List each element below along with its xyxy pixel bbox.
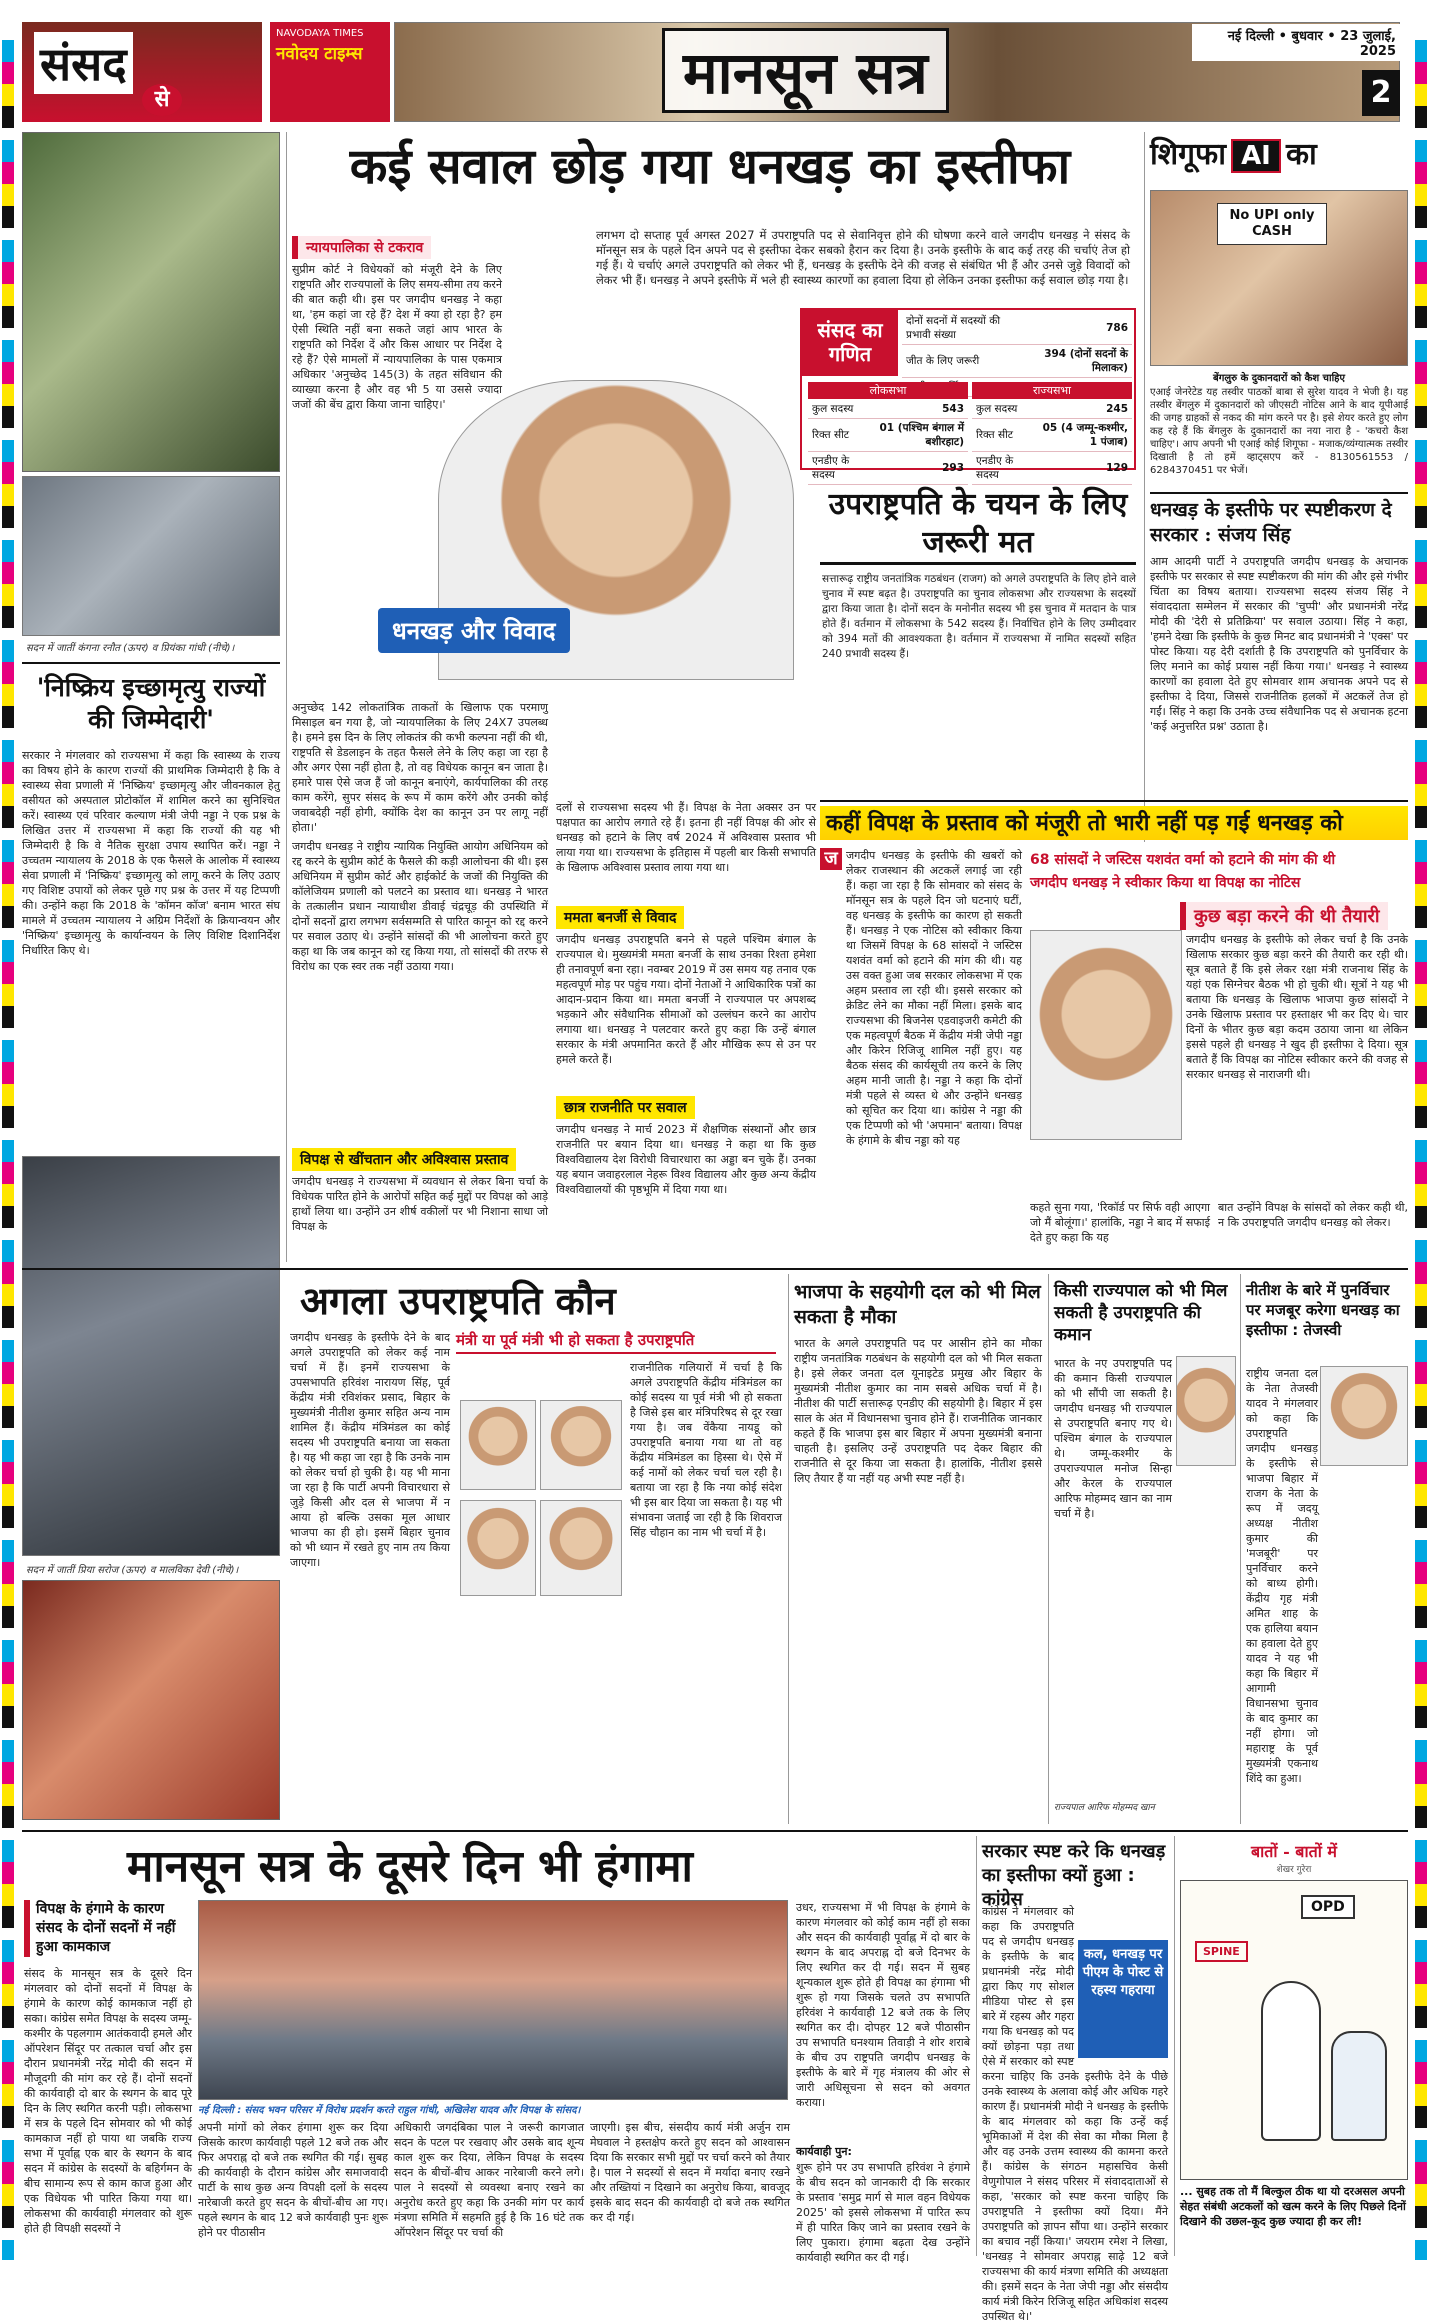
rs-value: 245 bbox=[1030, 400, 1132, 419]
weekday: बुधवार bbox=[1291, 29, 1323, 44]
city: नई दिल्ली bbox=[1227, 29, 1275, 44]
photo-shivraj bbox=[540, 1400, 622, 1490]
congress-quote: कल, धनखड़ पर पीएम के पोस्ट से रहस्य गहराया bbox=[1078, 1940, 1168, 2058]
nitish-headline: नीतीश के बारे में पुनर्विचार पर मजबूर करेगा धनखड़ का इस्तीफा : तेजस्वी bbox=[1246, 1281, 1400, 1339]
stats-value: 786 bbox=[1025, 312, 1132, 345]
ai-badge: AI bbox=[1231, 139, 1281, 173]
left-photo2-caption: सदन में जातीं प्रिया सरोज (ऊपर) व मालविका देवी (नीचे)। bbox=[26, 1565, 239, 1576]
mamata-body: जगदीप धनखड़ उपराष्ट्रपति बनने से पहले पश्चिम बंगाल के राज्यपाल थे। मुख्यमंत्री ममता बनर्जी के साथ उनका रिश्ता हमेशा ही तनावपूर्ण बना रहा। नवम्बर 2019 में उस समय यह तनाव एक महत्वपूर्ण मोड़ पर पहुंच गया। दोनों नेताओं ने आधिकारिक पत्रों का आदान-प्रदान किया था। ममता बनर्जी ने राज्यपाल पर अपशब्द भड़काने और संवैधानिक सीमाओं को उल्लंघन करने का आरोप लगाया था। धनखड़ ने पलटवार करते हुए कहा कि उन्हें बंगाल सरकार के मंत्री अपमानित करते हैं और मौखिक रूप से उन पर हमले करते हैं। bbox=[556, 933, 816, 1066]
rs-value: 05 (4 जम्मू-कश्मीर, 1 पंजाब) bbox=[1030, 419, 1132, 452]
opposition-body: जगदीप धनखड़ ने राज्यसभा में व्यवधान से लेकर बिना चर्चा के विधेयक पारित होने के आरोपों सहित कई मुद्दों पर विपक्ष को आड़े हाथों लिया था। उन्होंने उन शीर्ष वकीलों पर भी निशाना साधा जो विपक्ष के bbox=[292, 1175, 548, 1233]
banner-title: मानसून सत्र bbox=[662, 28, 949, 113]
rs-title: राज्यसभा bbox=[972, 382, 1132, 399]
cartoon-header bbox=[1180, 1840, 1408, 1875]
protest-caption: नई दिल्ली : संसद भवन परिसर में विरोध प्रदर्शन करते राहुल गांधी, अखिलेश यादव और विपक्ष के सांसद। bbox=[198, 2105, 581, 2116]
stats-box bbox=[800, 308, 1136, 481]
monsoon-body5: उधर, राज्यसभा में भी विपक्ष के हंगामे के कारण मंगलवार को कोई काम नहीं हो सका और सदन की कार्यवाही पूर्वाह्न में दो बार के स्थगन के बाद अपराह्न दो बजे दिनभर के लिए स्थगित कर दी गई। सदन में सुबह शून्यकाल शुरू होते ही विपक्ष का हंगामा भी शुरू हो गया जिसके चलते उप सभापति हरिवंश ने कार्यवाही 12 बजे तक के लिए स्थगित कर दी। दोपहर 12 बजे पीठासीन उप सभापति घनश्याम तिवाड़ी ने शोर शराबे के बीच उप राष्ट्रपति जगदीप धनखड़ के इस्तीफे के बारे में गृह मंत्रालय की ओर से जारी अधिसूचना से सदन को अवगत कराया। bbox=[796, 1901, 970, 2109]
paper-logo bbox=[270, 22, 390, 122]
photo-ravishankar bbox=[460, 1400, 536, 1490]
section-badge bbox=[22, 22, 262, 122]
monsoon-body1: संसद के मानसून सत्र के दूसरे दिन मंगलवार को दोनों सदनों में विपक्ष के हंगामे के कारण कोई कामकाज नहीं हो सका। कांग्रेस समेत विपक्ष के सदस्य जम्मू-कश्मीर के पहलगाम आतंकवादी हमले और ऑपरेशन सिंदूर पर तत्काल चर्चा और इस दौरान प्रधानमंत्री नरेंद्र मोदी की सदन में मौजूदगी की मांग कर रहे हैं। दोनों सदनों की कार्यवाही दो बार के स्थगन के बाद पूरे दिन के लिए स्थगित करनी पड़ी। लोकसभा में सत्र के पहले दिन सोमवार को भी कोई कामकाज नहीं हो पाया था जबकि राज्य सभा में पूर्वाह्न एक बार के स्थगन के बाद सदन में कांग्रेस के सदस्यों के बहिर्गमन के बीच सामान्य रूप से काम काज हुआ और एक विधेयक भी पारित किया गया था। लोकसभा की कार्यवाही मंगलवार को शुरू होते ही विपक्षी सदस्यों ने bbox=[24, 1967, 192, 2235]
rs-label: कुल सदस्य bbox=[972, 400, 1030, 419]
opposition-headline: कहीं विपक्ष के प्रस्ताव को मंजूरी तो भारी नहीं पड़ गई धनखड़ को bbox=[820, 806, 1408, 840]
minister-vp-headline: मंत्री या पूर्व मंत्री भी हो सकता है उपराष्ट्रपति bbox=[456, 1330, 776, 1354]
opposition-bullets bbox=[1030, 848, 1408, 894]
vp-election-body: सत्तारूढ़ राष्ट्रीय जनतांत्रिक गठबंधन (राजग) को अगले उपराष्ट्रपति के लिए होने वाले चुनाव में स्पष्ट बढ़त है। उपराष्ट्रपति का चुनाव लोकसभा और राज्यसभा के सदस्यों द्वारा किया जाता है। दोनों सदन के मनोनीत सदस्य भी इस चुनाव में मतदान के पात्र होते हैं। वर्तमान में लोकसभा के 542 सदस्य हैं। निर्वाचित होने के लिए उम्मीदवार को 394 मतों की आवश्यकता है। वर्तमान में राज्यसभा में नामित सदस्यों सहित 240 प्रभावी सदस्य हैं। bbox=[822, 573, 1136, 660]
shigufa-header bbox=[1150, 132, 1408, 188]
rs-label: एनडीए के सदस्य bbox=[972, 452, 1030, 485]
sanjay-body: आम आदमी पार्टी ने उपराष्ट्रपति जगदीप धनखड़ के अचानक इस्तीफे पर सरकार से स्पष्ट स्पष्टीकरण की मांग की और इसे गंभीर चिंता का विषय बताया। राज्यसभा सदस्य संजय सिंह ने संवाददाता सम्मेलन में सरकार की 'चुप्पी' और प्रधानमंत्री नरेंद्र मोदी की 'देरी से प्रतिक्रिया' पर सवाल उठाया। सिंह ने कहा, 'हमने देखा कि इस्तीफे के कुछ मिनट बाद प्रधानमंत्री ने 'एक्स' पर पोस्ट किया। यह देरी दर्शाती है कि उपराष्ट्रपति को पुनर्विचार के लिए मनाने का कोई प्रयास नहीं किया गया।' धनखड़ ने स्वास्थ्य कारणों का हवाला देते हुए सोमवार शाम अचानक अपने पद से इस्तीफा दे दिया, जिससे राजनीतिक हलकों में अटकलें तेज हो गईं। सिंह ने कहा कि उनके उच्च संवैधानिक पद से अचानक हटना 'कई अनुत्तरित प्रश्न' उठाता है। bbox=[1150, 555, 1408, 733]
paper-name-en: NAVODAYA TIMES bbox=[276, 28, 364, 39]
photo-priya-saroj bbox=[22, 1580, 280, 1820]
governor-caption: राज्यपाल आरिफ मोहम्मद खान bbox=[1054, 1803, 1155, 1813]
monsoon-sub: विपक्ष के हंगामे के कारण संसद के दोनों सदनों में नहीं हुआ कामकाज bbox=[24, 1900, 192, 1957]
njac-para: जगदीप धनखड़ ने राष्ट्रीय न्यायिक नियुक्ति आयोग अधिनियम को रद्द करने के सुप्रीम कोर्ट के फैसले की कड़ी आलोचना की थी। इस अधिनियम में सुप्रीम कोर्ट और हाईकोर्ट के जजों की नियुक्ति की कॉलेजियम प्रणाली को पलटने का प्रस्ताव था। धनखड़ ने भारत के तत्कालीन प्रधान न्यायाधीश डीवाई चंद्रचूड़ की उपस्थिति में दोनों सदनों द्वारा लगभग सर्वसम्मति से पारित कानून को रद्द करने पर सवाल उठाए थे। उन्होंने सांसदों की भी आलोचना करते हुए कहा था कि जब कानून को रद्द किया गया, तो सांसदों की तरफ से विरोध का एक स्वर तक नहीं उठाया गया। bbox=[292, 840, 548, 973]
monsoon-sub2: कार्यवाही पुन: bbox=[796, 2145, 852, 2158]
monsoon-body6: शुरू होने पर उप सभापति हरिवंश ने हंगामे के बीच सदन को जानकारी दी कि सरकार के प्रस्ताव 'समुद्र मार्ग से माल वहन विधेयक 2025' को इससे लोकसभा में पारित रूप में ही पारित किए जाने का प्रस्ताव रखने के लिए पुकारा। हंगामा बढ़ता देख उन्होंने कार्यवाही स्थगित कर दी गई। bbox=[796, 2161, 970, 2264]
main-col2 bbox=[292, 700, 548, 1140]
dateline: नई दिल्ली • बुधवार • 23 जुलाई, 2025 bbox=[1192, 24, 1400, 61]
opposition-body2: कहते सुना गया, 'रिकॉर्ड पर सिर्फ वही आएगा जो मैं बोलूंगा।' हालांकि, नड्डा ने बाद में सफाई देते हुए कहा कि यह bbox=[1030, 1201, 1210, 1244]
sub-mamata: ममता बनर्जी से विवाद bbox=[556, 906, 684, 929]
rs-row bbox=[972, 452, 1132, 485]
photo-priyanka bbox=[22, 476, 280, 636]
main-headline: कई सवाल छोड़ गया धनखड़ का इस्तीफा bbox=[349, 137, 1071, 195]
rs-row bbox=[972, 400, 1132, 419]
registration-bar-left bbox=[2, 40, 14, 2260]
monsoon-body3: अधिकारी जगदंबिका पाल ने जरूरी कागजात सदन के पटल पर रखवाए और उसके बाद शून्य काल शुरू कर दिया, लेकिन विपक्ष के सदस्य सदन के बीचों-बीच आकर नारेबाजी करने लगे। पाल ने सदस्यों से व्यवस्था बनाए रखने का अनुरोध करते हुए कहा कि उनकी मांग पर कार्य मंत्रणा समिति में सहमति हुई है कि 16 घंटे तक ऑपरेशन सिंदूर पर चर्चा की bbox=[394, 2121, 584, 2239]
stats-row bbox=[902, 345, 1132, 378]
next-vp-body: जगदीप धनखड़ के इस्तीफे देने के बाद अगले उपराष्ट्रपति को लेकर कई नाम चर्चा में हैं। इनमें राज्यसभा के उपसभापति हरिवंश नारायण सिंह, पूर्व केंद्रीय मंत्री रविशंकर प्रसाद, बिहार के मुख्यमंत्री नीतीश कुमार सहित अन्य नाम शामिल हैं। केंद्रीय मंत्रिमंडल का कोई सदस्य भी उपराष्ट्रपति बनाया जा सकता है। यह भी कहा जा रहा है कि उनके नाम को लेकर चर्चा हो चुकी है। यह भी माना जा रहा है कि पार्टी अपनी विचारधारा से जुड़े किसी और दल से भाजपा में न आया हो बल्कि उसका मूल आधार भाजपा का ही हो। इसमें बिहार चुनाव को भी ध्यान में रखते हुए नाम तय किया जाएगा। bbox=[290, 1331, 450, 1569]
governor-headline: किसी राज्यपाल को भी मिल सकती है उपराष्ट्रपति की कमान bbox=[1054, 1281, 1228, 1345]
controversy-label: धनखड़ और विवाद bbox=[378, 608, 570, 653]
shigufa-title: शिगूफा bbox=[1150, 137, 1226, 172]
sub-student-politics: छात्र राजनीति पर सवाल bbox=[556, 1096, 695, 1119]
page-number: 2 bbox=[1362, 70, 1400, 116]
photo-arif-khan bbox=[1176, 1356, 1236, 1466]
registration-bar-right bbox=[1415, 40, 1427, 2260]
main-intro: लगभग दो सप्ताह पूर्व अगस्त 2027 में उपराष्ट्रपति पद से सेवानिवृत्त होने की घोषणा करने वाले जगदीप धनखड़ ने संसद के मॉनसून सत्र के पहले दिन अपने पद से इस्तीफा देकर सबको हैरान कर दिया है। उनके इस्तीफे के बाद कई तरह की चर्चाएं तेज हो गई हैं। ये चर्चाएं अगले उपराष्ट्रपति को लेकर भी हैं, धनखड़ के इस्तीफे देने की वजह से संबंधित भी हैं और उनसे जुड़े विवादों को लेकर भी हैं। धनखड़ ने अपने इस्तीफे में भले ही स्वास्थ्य कारणों का हवाला दिया हो लेकिन उनका इस्तीफा कई सवाल छोड़ गया है। bbox=[596, 228, 1130, 287]
monsoon-body2: अपनी मांगों को लेकर हंगामा शुरू कर दिया जिसके कारण कार्यवाही पहले 12 बजे तक और फिर अपराह्न दो बजे तक स्थगित की गई। सुबह की कार्यवाही के दौरान कांग्रेस और समाजवादी पार्टी के साथ कुछ अन्य विपक्षी दलों के सदस्य नारेबाजी करते हुए सदन के बीचों-बीच आ गए। पहले स्थगन के बाद 12 बजे कार्यवाही पुनः शुरू होने पर पीठासीन bbox=[198, 2121, 388, 2239]
protest-photo bbox=[198, 1900, 788, 2100]
sub-judiciary: न्यायपालिका से टकराव bbox=[292, 236, 431, 259]
stats-title: संसद का गणित bbox=[802, 310, 898, 376]
no-upi-sign: No UPI only CASH bbox=[1217, 203, 1327, 245]
ls-row bbox=[808, 400, 968, 419]
nitish-body: राष्ट्रीय जनता दल के नेता तेजस्वी यादव ने मंगलवार को कहा कि उपराष्ट्रपति जगदीप धनखड़ के इस्तीफे से भाजपा बिहार में राजग के नेता के रूप में जदयू अध्यक्ष नीतीश कुमार की 'मजबूरी' पर पुनर्विचार करने को बाध्य होगी। केंद्रीय गृह मंत्री अमित शाह के एक हालिया बयान का हवाला देते हुए यादव ने यह भी कहा कि बिहार में आगामी विधानसभा चुनाव के बाद कुमार का नहीं होगा। जो महाराष्ट्र के पूर्व मुख्यमंत्री एकनाथ शिंदे का हुआ। bbox=[1246, 1367, 1318, 1785]
left-photo-caption: सदन में जातीं कंगना रनौत (ऊपर) व प्रियंका गांधी (नीचे)। bbox=[26, 643, 235, 654]
section-title: संसद bbox=[34, 32, 133, 94]
stats-label: जीत के लिए जरूरी bbox=[902, 345, 1025, 378]
cartoon-title: बातों - बातों में bbox=[1250, 1842, 1337, 1861]
rs-row bbox=[972, 419, 1132, 452]
opposition-sub: कुछ बड़ा करने की थी तैयारी bbox=[1180, 902, 1388, 930]
ls-value: 543 bbox=[866, 400, 968, 419]
ls-label: रिक्त सीट bbox=[808, 419, 866, 452]
photo-kangana bbox=[22, 132, 280, 472]
date: 23 जुलाई, 2025 bbox=[1340, 29, 1396, 59]
shigufa-body: एआई जेनरेटेड यह तस्वीर पाठकों बाबा से सुरेश यादव ने भेजी है। यह तस्वीर बेंगलुरु में दुकानदारों को जीएसटी नोटिस आने के बाद यूपीआई की जगह ग्राहकों से नकद की मांग करने पर है। इसे शेयर करते हुए लोग कह रहे हैं कि बेंगलुरु के दुकानदारों का नया नारा है - 'कचरो कैश चाहिए'। आप अपनी भी एआई कोई शिगूफा - मजाक/व्यंग्यात्मक तस्वीर दिखाती है तो हमें व्हाट्सएप करें - 8130561553 / 6284370451 पर भेजें। bbox=[1150, 387, 1408, 476]
bjp-ally-body: भारत के अगले उपराष्ट्रपति पद पर आसीन होने का मौका राष्ट्रीय जनतांत्रिक गठबंधन के सहयोगी दल को भी मिल सकता है। इसे लेकर जनता दल यूनाइटेड प्रमुख और बिहार के मुख्यमंत्री नीतीश कुमार का नाम सबसे अधिक चर्चा में है। नीतीश की पार्टी सत्तारूढ़ एनडीए की सहयोगी है। बिहार में इस साल के अंत में विधानसभा चुनाव होने हैं। राजनीतिक जानकार कहते हैं कि भाजपा इस बार बिहार में अपना मुख्यमंत्री बनाना चाहती है। इसलिए उन्हें उपराष्ट्रपति पद देकर बिहार की राजनीति से दूर किया जा सकता है। हालांकि, नीतीश इससे लिए तैयार हैं या नहीं यह अभी स्पष्ट नहीं है। bbox=[794, 1337, 1042, 1485]
rs-value: 129 bbox=[1030, 452, 1132, 485]
sanjay-headline: धनखड़ के इस्तीफे पर स्पष्टीकरण दे सरकार : संजय सिंह bbox=[1150, 499, 1392, 546]
section-subtitle: से bbox=[142, 84, 182, 116]
cartoon-author: शेखर गुरेरा bbox=[1276, 1865, 1312, 1875]
governor-body: भारत के नए उपराष्ट्रपति पद की कमान किसी राज्यपाल को भी सौंपी जा सकती है। जगदीप धनखड़ भी राज्यपाल से उपराष्ट्रपति बनाए गए थे। पश्चिम बंगाल के राज्यपाल थे। जम्मू-कश्मीर के उपराज्यपाल मनोज सिन्हा और केरल के राज्यपाल आरिफ मोहम्मद खान का नाम चर्चा में है। bbox=[1054, 1357, 1172, 1520]
photo-nadda bbox=[460, 1500, 536, 1596]
ls-label: एनडीए के सदस्य bbox=[808, 452, 866, 485]
sub-opposition: विपक्ष से खींचतान और अविश्वास प्रस्ताव bbox=[292, 1148, 516, 1171]
opposition-body1: जगदीप धनखड़ के इस्तीफे की खबरों को लेकर राजस्थान की अटकलें लगाई जा रही हैं। कहा जा रहा है कि सोमवार को संसद के मॉनसून सत्र के पहले दिन जो घटनाएं घटीं, वह धनखड़ के इस्तीफे का कारण हो सकती हैं। धनखड़ ने एक नोटिस को स्वीकार किया था जिसमें विपक्ष के 68 सांसदों ने जस्टिस यशवंत वर्मा को हटाने की मांग की थी। यह उस वक्त हुआ जब सरकार लोकसभा में एक अहम प्रस्ताव ला रही थी। इससे सरकार को क्रेडिट लेने का मौका नहीं मिला। इसके बाद राज्यसभा की बिजनेस एडवाइजरी कमेटी की एक महत्वपूर्ण बैठक में केंद्रीय मंत्री जेपी नड्डा और किरेन रिजिजू शामिल नहीं हुए। यह बैठक संसद की कार्यसूची तय करने के लिए अहम मानी जाती है। नड्डा ने कहा कि दोनों मंत्री पहले से व्यस्त थे और उन्होंने धनखड़ को सूचित कर दिया था। कांग्रेस ने नड्डा की एक टिप्पणी को भी 'अपमान' बताया। विपक्ष के हंगामे के बीच नड्डा को यह bbox=[846, 849, 1022, 1147]
ls-title: लोकसभा bbox=[808, 382, 968, 399]
monsoon-body4: जाएगी। इस बीच, संसदीय कार्य मंत्री अर्जुन राम मेघवाल ने हस्तक्षेप करते हुए सदन को आश्वासन दिया कि सरकार सभी मुद्दों पर चर्चा करने को तैयार है। पाल ने सदस्यों से सदन में मर्यादा बनाए रखने और तख्तियां न दिखाने का अनुरोध किया, बावजूद इसके बाद सदन की कार्यवाही दो बजे तक स्थगित कर दी गई। bbox=[590, 2121, 790, 2224]
cartoon-figure bbox=[1261, 1981, 1321, 2141]
ls-value: 293 bbox=[866, 452, 968, 485]
ls-row bbox=[808, 452, 968, 485]
photo-umbrella bbox=[22, 1156, 280, 1556]
opposition-body3: बात उन्होंने विपक्ष के सांसदों को लेकर कही थी, न कि उपराष्ट्रपति जगदीप धनखड़ को लेकर। bbox=[1218, 1201, 1408, 1229]
congress-headline: सरकार स्पष्ट करे कि धनखड़ का इस्तीफा क्यों हुआ : कांग्रेस bbox=[982, 1841, 1166, 1910]
bullet-1: 68 सांसदों ने जस्टिस यशवंत वर्मा को हटाने की मांग की थी bbox=[1030, 852, 1336, 868]
student-body: जगदीप धनखड़ ने मार्च 2023 में शैक्षणिक संस्थानों और छात्र राजनीति पर बयान दिया था। धनखड़ ने कहा था कि कुछ विश्वविद्यालय देश विरोधी विचारधारा का अड्डा बन चुके हैं। उनका यह बयान जवाहरलाल नेहरू विश्व विद्यालय और कुछ अन्य केंद्रीय विश्वविद्यालयों की पृष्ठभूमि में दिया गया था। bbox=[556, 1123, 816, 1196]
stats-row bbox=[902, 312, 1132, 345]
congress-body bbox=[982, 1904, 1168, 2323]
opposition-body-right: जगदीप धनखड़ के इस्तीफे को लेकर चर्चा है कि उनके खिलाफ सरकार कुछ बड़ा करने की तैयारी कर रही थी। सूत्र बताते हैं कि इसे लेकर रक्षा मंत्री राजनाथ सिंह के यहां एक सिग्नेचर बैठक भी हो चुकी थी। सूत्रों ने यह भी बताया कि धनखड़ के खिलाफ भाजपा कुछ सांसदों ने उनके खिलाफ प्रस्ताव पर हस्ताक्षर भी कर दिए थे। चार दिनों के भीतर कुछ बड़ा कदम उठाया जाना था लेकिन इससे पहले ही धनखड़ ने खुद ही इस्तीफा दे दिया। सूत्र बताते हैं कि विपक्ष का नोटिस स्वीकार करने की वजह से सरकार धनखड़ से नाराजगी थी। bbox=[1186, 933, 1408, 1081]
dropcap: ज bbox=[820, 848, 842, 870]
minister-vp-body: राजनीतिक गलियारों में चर्चा है कि अगले उपराष्ट्रपति केंद्रीय मंत्रिमंडल का कोई सदस्य या पूर्व मंत्री भी हो सकता है जिसे इस बार मंत्रिपरिषद से दूर रखा गया है। जब वेंकैया नायडू को उपराष्ट्रपति बनाया गया था तो वह केंद्रीय मंत्रिमंडल का हिस्सा थे। ऐसे में कई नामों को लेकर चर्चा चल रही है। बताया जा रहा है कि नया कोई संदेश भी इस बार दिया जा सकता है। यह भी संभावना जताई जा रही है कि शिवराज सिंह चौहान का नाम भी चर्चा में है। bbox=[630, 1361, 782, 1539]
stats-label: दोनों सदनों में सदस्यों की प्रभावी संख्या bbox=[902, 312, 1025, 345]
ls-row bbox=[808, 419, 968, 452]
shigufa-ka: का bbox=[1285, 137, 1317, 172]
euthanasia-body: सरकार ने मंगलवार को राज्यसभा में कहा कि स्वास्थ्य के राज्य का विषय होने के कारण राज्यों की प्राथमिक जिम्मेदारी है कि वे स्वास्थ्य सेवा प्रणाली में 'निष्क्रिय' इच्छामृत्यु और जीवनकाल हेतु वसीयत को अस्पताल प्रोटोकॉल में शामिल करने का सुनिश्चित करें। स्वास्थ्य एवं परिवार कल्याण मंत्री जेपी नड्डा ने एक प्रश्न के लिखित उत्तर में राज्यसभा में कहा कि राज्यों की यह भी जिम्मेदारी है कि वे नैतिक सुरक्षा उपाय स्थापित करें। नड्डा ने उच्चतम न्यायालय के 2018 के एक फैसले के आलोक में स्वास्थ्य सेवा प्रणाली में 'निष्क्रिय' इच्छामृत्यु को लागू करने के लिए उठाए गए विशिष्ट उपायों को लेकर पूछे गए प्रश्न के उत्तर में यह टिप्पणी की। उन्होंने कहा कि 2018 के 'कॉमन कॉज' बनाम भारत संघ मामले में उच्चतम न्यायालय ने अग्रिम निर्देशों के क्रियान्वयन और 'निष्क्रिय' इच्छामृत्यु के कार्यान्वयन के लिए विशिष्ट दिशानिर्देश निर्धारित किए थे। bbox=[22, 749, 280, 957]
cartoon-panel bbox=[1180, 1880, 1408, 2180]
next-vp-headline: अगला उपराष्ट्रपति कौन bbox=[300, 1278, 616, 1323]
article-142-para: अनुच्छेद 142 लोकतांत्रिक ताकतों के खिलाफ एक परमाणु मिसाइल बन गया है, जो न्यायपालिका के लिए 24X7 उपलब्ध है। हमने इस दिन के लिए लोकतंत्र की कभी कल्पना नहीं की थी, राष्ट्रपति से डेडलाइन के तहत फैसले लेने के लिए कहा जा रहा है और अगर ऐसा नहीं होता है, तो वह विधेयक कानून बन जाता है। हमारे पास ऐसे जज हैं जो कानून बनाएंगे, कार्यपालिका की तरह काम करेंगे, सुपर संसद के रूप में काम करेंगे और उनकी कोई जवाबदेही नहीं होगी, क्योंकि देश का कानून उन पर लागू नहीं होता।' bbox=[292, 701, 548, 834]
bullet-2: जगदीप धनखड़ ने स्वीकार किया था विपक्ष का नोटिस bbox=[1030, 875, 1301, 891]
cartoon-doctor bbox=[1331, 2031, 1387, 2141]
euthanasia-headline: 'निष्क्रिय इच्छामृत्यु राज्यों की जिम्मेदारी' bbox=[36, 673, 266, 734]
ls-label: कुल सदस्य bbox=[808, 400, 866, 419]
masthead bbox=[22, 22, 1400, 122]
paper-name-hi: नवोदय टाइम्स bbox=[276, 44, 363, 64]
main-col3: दलों से राज्यसभा सदस्य भी हैं। विपक्ष के नेता अक्सर उन पर पक्षपात का आरोप लगाते रहे हैं। इतना ही नहीं विपक्ष की ओर से धनखड़ को हटाने के लिए वर्ष 2024 में अविश्वास प्रस्ताव भी लाया गया था। राज्यसभा के इतिहास में पहली बार किसी सभापति के खिलाफ अविश्वास प्रस्ताव लाया गया था। bbox=[556, 801, 816, 874]
photo-tejashwi bbox=[1320, 1366, 1408, 1466]
shigufa-caption: बेंगलुरु के दुकानदारों को कैश चाहिए bbox=[1212, 373, 1346, 384]
vp-election-headline: उपराष्ट्रपति के चयन के लिए जरूरी मत bbox=[820, 486, 1136, 565]
photo-dhankhar-namaste bbox=[1030, 930, 1182, 1140]
judiciary-body: सुप्रीम कोर्ट ने विधेयकों को मंजूरी देने के लिए राष्ट्रपति और राज्यपालों के लिए समय-सीमा तय करने की बात कही थी। इस पर जगदीप धनखड़ ने कहा था, 'हम कहां जा रहे हैं? देश में क्या हो रहा है? हम ऐसी स्थिति नहीं बना सकते जहां आप भारत के राष्ट्रपति को निर्देश दें और किस आधार पर निर्देश दे रहे हैं? ऐसे मामलों में न्यायपालिका के पास एकमात्र अधिकार 'अनुच्छेद 145(3) के तहत संविधान की व्याख्या करना है और वह भी 5 या उससे ज्यादा जजों की बेंच द्वारा किया जाना चाहिए।' bbox=[292, 263, 502, 411]
spine-sign: SPINE bbox=[1195, 1941, 1248, 1962]
rs-label: रिक्त सीट bbox=[972, 419, 1030, 452]
congress-body-text: कांग्रेस ने मंगलवार को कहा कि उपराष्ट्रपति पद से जगदीप धनखड़ के इस्तीफे के बाद प्रधानमंत्री नरेंद्र मोदी द्वारा किए गए सोशल मीडिया पोस्ट से इस बारे में रहस्य और गहरा गया कि धनखड़ को पद क्यों छोड़ना पड़ा तथा ऐसे में सरकार को स्पष्ट करना चाहिए कि उनके इस्तीफे देने के पीछे उनके स्वास्थ्य के अलावा कोई और अधिक गहरे कारण हैं। प्रधानमंत्री मोदी ने धनखड़ के इस्तीफे के बाद मंगलवार को कहा कि उन्हें कई भूमिकाओं में देश की सेवा का मौका मिला है और वह उनके उत्तम स्वास्थ्य की कामना करते हैं। कांग्रेस के संगठन महासचिव केसी वेणुगोपाल ने संसद परिसर में संवाददाताओं से कहा, 'सरकार को स्पष्ट करना चाहिए कि उपराष्ट्रपति ने इस्तीफा क्यों दिया। मैंने उपराष्ट्रपति को ज्ञापन सौंपा था। उन्होंने सरकार का बचाव नहीं किया।' जयराम रमेश ने लिखा, 'धनखड़ ने सोमवार अपराह्न साढ़े 12 बजे राज्यसभा की कार्य मंत्रणा समिति की अध्यक्षता की। इसमें सदन के नेता जेपी नड्डा और संसदीय कार्य मंत्री किरेन रिजिजू सहित अधिकांश सदस्य उपस्थित थे।' bbox=[982, 1905, 1168, 2323]
shigufa-photo bbox=[1150, 190, 1408, 366]
monsoon-headline: मानसून सत्र के दूसरे दिन भी हंगामा bbox=[127, 1841, 693, 1892]
ls-value: 01 (पश्चिम बंगाल में बशीरहाट) bbox=[866, 419, 968, 452]
stats-value: 394 (दोनों सदनों के मिलाकर) bbox=[1025, 345, 1132, 378]
cartoon-caption: ... सुबह तक तो मैं बिल्कुल ठीक था यो दरअसल अपनी सेहत संबंधी अटकलों को खत्म करने के लिए पिछले दिनों दिखाने की उछल-कूद कुछ ज्यादा ही कर ली! bbox=[1180, 2185, 1406, 2228]
bjp-ally-headline: भाजपा के सहयोगी दल को भी मिल सकता है मौका bbox=[794, 1281, 1041, 1328]
opd-sign: OPD bbox=[1301, 1895, 1355, 1919]
photo-rajnath bbox=[540, 1500, 622, 1596]
